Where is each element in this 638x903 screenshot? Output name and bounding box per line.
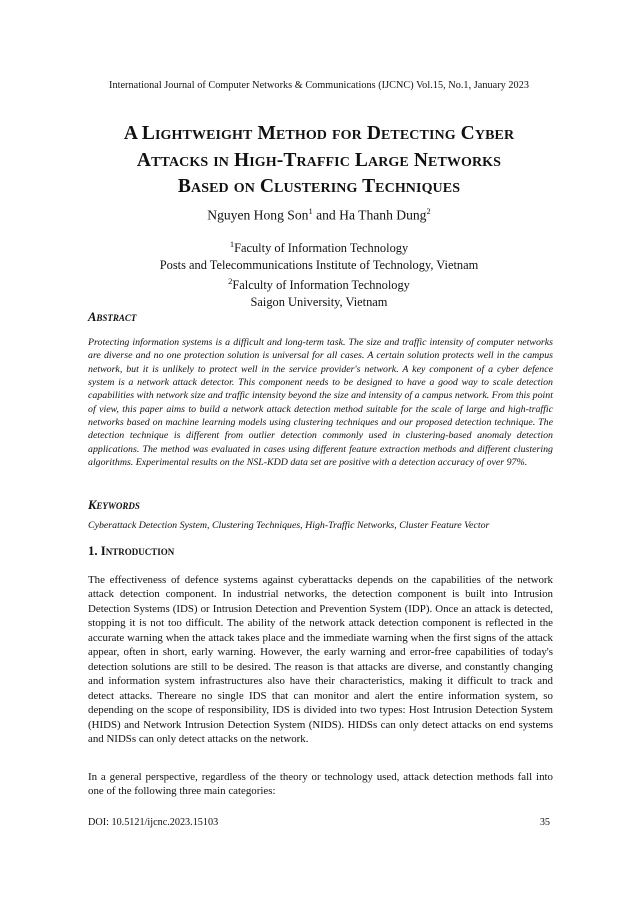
keywords-heading: Keywords [88, 498, 140, 512]
running-header: International Journal of Computer Networks & Communications (IJCNC) Vol.15, No.1, January 2023 [109, 80, 529, 91]
affiliation-mark: 2 [426, 206, 431, 216]
author-name: Ha Thanh Dung [339, 207, 427, 223]
title-line-1: A Lightweight Method for Detecting Cyber [123, 123, 515, 144]
author-list [0, 206, 638, 224]
keywords-text: Cyberattack Detection System, Clustering Techniques, High-Traffic Networks, Cluster Feature Vector [88, 520, 490, 531]
title-line-2: Attacks in High-Traffic Large Networks [136, 149, 502, 171]
page-number: 35 [539, 817, 550, 828]
title-line-3: Based on Clustering Techniques [177, 176, 461, 197]
affiliation-line: Posts and Telecommunications Institute of Technology, Vietnam [159, 257, 479, 272]
author-name: Nguyen Hong Son [207, 207, 309, 223]
affiliation-mark: 1 [308, 206, 313, 216]
affiliation-mark: 2 [228, 276, 233, 287]
affiliation-mark: 1 [229, 239, 235, 249]
introduction-paragraph-1: The effectiveness of defence systems against cyberattacks depends on the capabilities of the network attack detection component. In industrial networks, the detection component is built into Intrusion Detection Systems (IDS) or Intrusion Detection and Prevention System (IDP). Once an attack is detected, stopping it is not too difficult. The ability of the network attack detection component is reflected in the accurate warning when the attack takes place and the immediate warning when the first signs of the attack appear, often in short, early warning. However, the early warning and error-free capabilities of today's detection solutions are still to be desired. The reason is that attacks are diverse, and constantly changing and information system infrastructures also have their characteristics, making it difficult to track and detect attacks. Thereare no single IDS that can monitor and alert the entire information system, so depending on the scope of responsibility, IDS is divided into two types: Host Intrusion Detection System (HIDS) and Network Intrusion Detection System (NIDS). HIDSs can only detect attacks on end systems and NIDSs can only detect attacks on the network. [88, 574, 553, 745]
footer-doi: DOI: 10.5121/ijcnc.2023.15103 [88, 817, 219, 828]
author-conjunction: and [312, 207, 340, 223]
paper-title [60, 121, 578, 201]
abstract-text: Protecting information systems is a difficult and long-term task. The size and traffic intensity of computer networks are diverse and no one protection solution is universal for all cases. A certain solution protects well in the campus network, but it is unlikely to protect well in the service provider's network. A key component of a cyber defence system is a network attack detector. This component needs to be designed to have a good way to scale detection capabilities with network size and traffic intensity beyond the size and intensity of a campus network. From this point of view, this paper aims to build a network attack detection method suitable for the scale of large and high-traffic networks based on machine learning models using clustering techniques and our proposed detection technique. The detection technique is different from outlier detection commonly used in clustering-based anomaly detection applications. The method was evaluated in cases using different feature extraction methods and different clustering algorithms. Experimental results on the NSL-KDD data set are positive with a detection accuracy of over 97%. [88, 337, 553, 469]
introduction-heading: 1. Introduction [88, 544, 175, 558]
affiliation-line: $^1$Faculty of Information Technology [229, 239, 409, 256]
abstract-heading: Abstract [88, 310, 137, 324]
affiliation-line: $^2$Falculty of Information Technology [228, 276, 410, 293]
introduction-paragraph-2: In a general perspective, regardless of the theory or technology used, attack detection methods fall into one of the following three main categories: [88, 771, 553, 798]
affiliation-line: Saigon University, Vietnam [250, 294, 388, 309]
affiliations [0, 236, 638, 310]
